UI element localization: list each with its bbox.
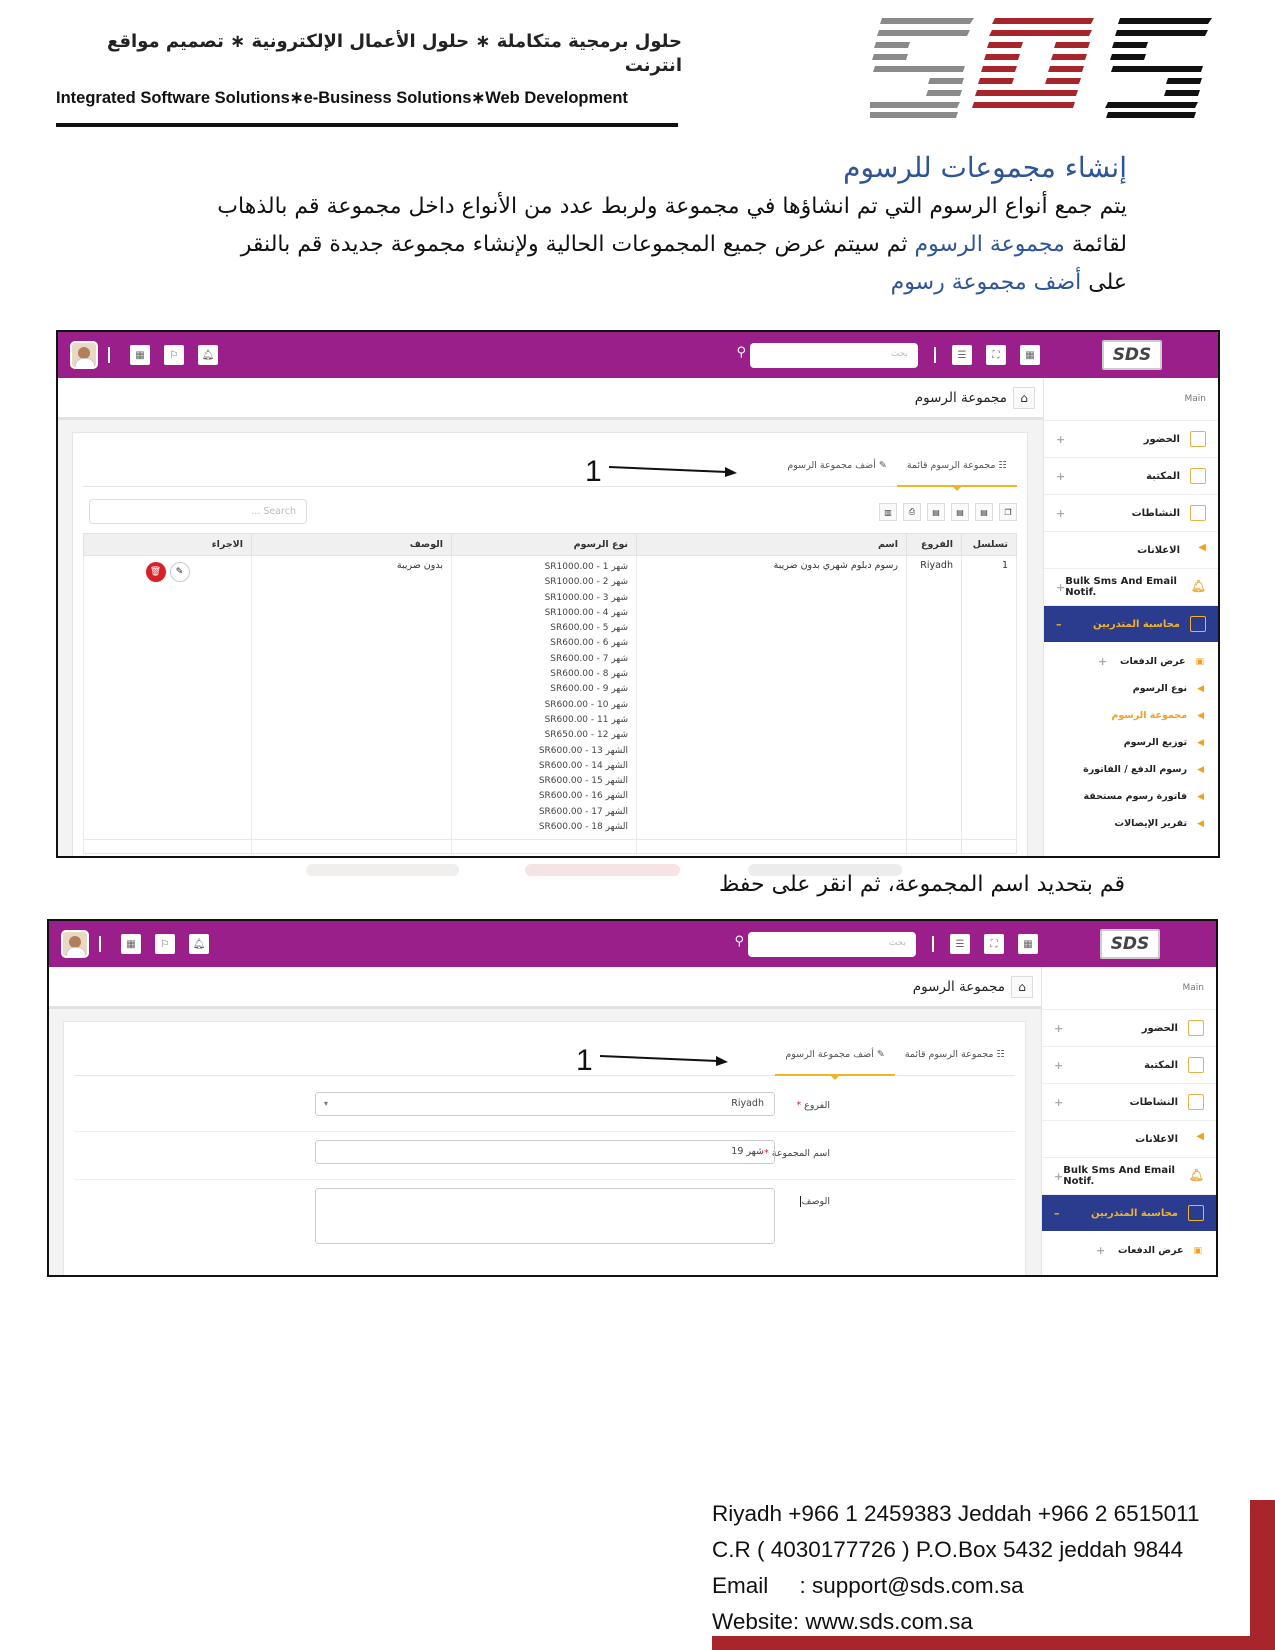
store-icon: ▣: [1195, 656, 1204, 667]
page-title: مجموعة الرسوم: [914, 389, 1007, 406]
group-name-field[interactable]: شهر 19: [315, 1140, 775, 1164]
sidebar-item-label: النشاطات: [1129, 1096, 1178, 1108]
brand-text: SDS: [1112, 345, 1152, 365]
intro-text: لقائمة: [1064, 232, 1127, 257]
excel-icon[interactable]: ▤: [951, 503, 969, 521]
sidebar-item-library[interactable]: [1042, 1046, 1216, 1083]
tab-label: أضف مجموعة الرسوم: [785, 1049, 874, 1060]
calculator-icon: [1190, 616, 1206, 632]
sidebar-subitem-fee-distribution[interactable]: [1044, 729, 1218, 756]
fee-line: شهر 5 - SR600.00: [550, 623, 628, 634]
fee-line: شهر 10 - SR600.00: [544, 699, 628, 710]
sidebar-item-trainee-accounting[interactable]: [1042, 1194, 1216, 1231]
fee-line: الشهر 13 - SR600.00: [538, 745, 628, 756]
brand-logo[interactable]: [1100, 929, 1160, 959]
breadcrumb: [49, 967, 1041, 1009]
description-textarea[interactable]: [315, 1188, 775, 1244]
arrow-icon: ◀: [1197, 791, 1204, 802]
fee-line: الشهر 16 - SR600.00: [538, 791, 628, 802]
book-icon: [1188, 1057, 1204, 1073]
fee-group-table: [83, 533, 1017, 854]
logo-s-black: [1105, 18, 1212, 118]
plus-icon: +: [1056, 432, 1066, 446]
tab-add-fee-group[interactable]: [777, 447, 896, 487]
search-icon[interactable]: ⚲: [734, 934, 744, 949]
sidebar-subitem-payments[interactable]: [1042, 1237, 1216, 1264]
column-header: الاجراء: [84, 534, 252, 556]
field-label-text: الوصف: [801, 1196, 830, 1207]
fee-line: شهر 7 - SR600.00: [550, 653, 628, 664]
letterhead-text: [56, 30, 682, 127]
bell-icon: 🔔︎: [1190, 579, 1206, 593]
sidebar-item-label: محاسبة المتدربين: [1091, 1207, 1178, 1219]
sidebar-subitem-label: عرض الدفعات: [1119, 656, 1186, 667]
fee-line: شهر 2 - SR1000.00: [544, 577, 628, 588]
branch-select[interactable]: [315, 1092, 775, 1116]
table-row: [84, 556, 1017, 840]
list-icon: ☷: [993, 1049, 1005, 1060]
sidebar-item-label: المكتبة: [1144, 1059, 1178, 1071]
tab-label: مجموعة الرسوم قائمة: [904, 1049, 994, 1060]
text-cursor: [800, 1196, 801, 1207]
sidebar: [1043, 378, 1218, 856]
arrow-icon: ◀: [1197, 710, 1204, 721]
column-header[interactable]: الوصف: [252, 534, 452, 556]
sidebar-item-label: النشاطات: [1131, 507, 1180, 519]
field-label: [800, 1196, 830, 1207]
field-label-text: اسم المجموعة: [771, 1148, 830, 1159]
section-heading: إنشاء مجموعات للرسوم: [843, 151, 1127, 184]
intro-paragraph-line1: يتم جمع أنواع الرسوم التي تم انشاؤها في مجموعة ولربط عدد من الأنواع داخل مجموعة قم بالذهاب: [217, 194, 1127, 219]
store-icon: ▣: [1193, 1245, 1202, 1256]
search-input[interactable]: بحث: [750, 343, 918, 368]
sidebar-subitem-label: نوع الرسوم: [1132, 683, 1188, 694]
footer-cr: C.R ( 4030177726 ) P.O.Box 5432 jeddah 9844: [712, 1537, 1184, 1562]
avatar[interactable]: [61, 930, 89, 958]
edit-icon: ✎: [873, 1049, 885, 1060]
fee-group-link[interactable]: مجموعة الرسوم: [914, 232, 1065, 257]
sidebar: [1041, 967, 1216, 1275]
callout-arrow: [598, 1050, 730, 1070]
sidebar-main-label: Main: [1184, 394, 1206, 404]
sidebar-item-bulk-sms[interactable]: [1042, 1157, 1216, 1194]
chevron-down-icon: ▾: [324, 1099, 329, 1108]
calculator-icon: [1188, 1205, 1204, 1221]
letterhead-rule: [56, 123, 678, 127]
sidebar-item-bulk-sms[interactable]: [1044, 568, 1218, 605]
sidebar-subitem-label: رسوم الدفع / الفاتورة: [1083, 764, 1188, 775]
column-header[interactable]: تسلسل: [962, 534, 1017, 556]
plus-icon: +: [1054, 1058, 1064, 1072]
fee-line: شهر 12 - SR650.00: [544, 730, 628, 741]
sidebar-item-label: المكتبة: [1146, 470, 1180, 482]
intro-section: [167, 148, 1127, 302]
fullscreen-icon[interactable]: ⛶: [986, 345, 1006, 365]
csv-icon[interactable]: ▤: [927, 503, 945, 521]
sidebar-subitem-label: تقرير الإيصالات: [1114, 818, 1188, 829]
sidebar-main-label: Main: [1182, 983, 1204, 993]
add-fee-group-link[interactable]: أضف مجموعة رسوم: [890, 270, 1082, 295]
sidebar-item-label: الاعلانات: [1135, 1133, 1178, 1145]
sidebar-subitem-fee-group[interactable]: [1044, 702, 1218, 729]
flag-icon[interactable]: ⚐: [164, 345, 184, 365]
sidebar-item-attendance[interactable]: [1044, 420, 1218, 457]
menu-icon[interactable]: ☰: [950, 934, 970, 954]
fee-line: الشهر 14 - SR600.00: [538, 760, 628, 771]
form-row-branch: [74, 1084, 1015, 1132]
avatar[interactable]: [70, 341, 98, 369]
columns-icon[interactable]: ▥: [879, 503, 897, 521]
plus-icon: +: [1056, 580, 1066, 594]
sidebar-subitem-label: مجموعة الرسوم: [1111, 710, 1188, 721]
sidebar-item-announcements[interactable]: [1042, 1120, 1216, 1157]
field-label: [796, 1100, 830, 1111]
table-search-input[interactable]: Search ...: [89, 499, 307, 524]
footer-accent-bar: [1250, 1500, 1275, 1650]
minus-icon: –: [1056, 617, 1062, 631]
brand-text: SDS: [1110, 934, 1150, 954]
sds-logo: [870, 14, 1230, 124]
scroll-shadow: [525, 864, 680, 876]
footer-website: Website: www.sds.com.sa: [712, 1609, 973, 1634]
list-icon: ☷: [995, 460, 1007, 471]
tagline-english: Integrated Software Solutions∗e-Business Solutions∗Web Development: [56, 89, 628, 107]
tab-fee-group-list[interactable]: [897, 447, 1017, 487]
copy-icon[interactable]: ❐: [999, 503, 1017, 521]
chart-icon: [1188, 1020, 1204, 1036]
screenshot-add-fee-group: [47, 919, 1218, 1277]
logo-s-grey: [870, 18, 974, 118]
plus-icon: +: [1098, 655, 1108, 668]
sidebar-subitem-payments[interactable]: [1044, 648, 1218, 675]
callout-arrow: [607, 461, 739, 481]
home-icon[interactable]: ⌂: [1011, 976, 1033, 998]
form-row-group-name: [74, 1132, 1015, 1180]
sidebar-item-label: الحضور: [1143, 433, 1180, 445]
delete-button[interactable]: [146, 562, 166, 582]
plus-icon: +: [1054, 1095, 1064, 1109]
fee-line: الشهر 18 - SR600.00: [538, 822, 628, 833]
sidebar-subitem-label: توزيع الرسوم: [1123, 737, 1188, 748]
arrow-icon: ◀: [1197, 818, 1204, 829]
fee-line: الشهر 17 - SR600.00: [538, 806, 628, 817]
sidebar-subitem-fee-type[interactable]: [1044, 675, 1218, 702]
sidebar-subitem-payment-invoice[interactable]: [1044, 756, 1218, 783]
minus-icon: –: [1054, 1206, 1060, 1220]
breadcrumb: [58, 378, 1043, 420]
page-title: مجموعة الرسوم: [912, 978, 1005, 995]
arrow-icon: ◀: [1198, 542, 1206, 553]
footer-phones: Riyadh +966 1 2459383 Jeddah +966 2 6515011: [712, 1501, 1200, 1526]
fee-line: شهر 8 - SR600.00: [550, 669, 628, 680]
divider: [108, 347, 110, 363]
chart-icon: [1190, 431, 1206, 447]
callout-number: 1: [576, 1044, 593, 1077]
field-label-text: الفروع: [804, 1100, 830, 1111]
tab-add-fee-group[interactable]: [775, 1036, 894, 1076]
tab-bar: [83, 447, 1017, 487]
sidebar-item-library[interactable]: [1044, 457, 1218, 494]
sidebar-subitem-label: فاتورة رسوم مستحقة: [1083, 791, 1188, 802]
fee-line: الشهر 15 - SR600.00: [538, 776, 628, 787]
callout-number: 1: [585, 455, 602, 488]
plus-icon: +: [1096, 1244, 1106, 1257]
sidebar-item-label: Bulk Sms And Email Notif.: [1063, 1165, 1175, 1187]
content-panel: [72, 432, 1028, 858]
print-icon[interactable]: ⎙: [903, 503, 921, 521]
fee-line: شهر 3 - SR1000.00: [544, 592, 628, 603]
sidebar-item-activities[interactable]: [1044, 494, 1218, 531]
required-mark: *: [763, 1148, 769, 1159]
divider: [932, 936, 934, 952]
form-row-description: [74, 1180, 1015, 1260]
footer-contact: [712, 1496, 1200, 1640]
sidebar-item-label: الاعلانات: [1137, 544, 1180, 556]
fullscreen-icon[interactable]: ⛶: [984, 934, 1004, 954]
fee-line: شهر 4 - SR1000.00: [544, 607, 628, 618]
fee-line: شهر 9 - SR600.00: [550, 684, 628, 695]
search-icon[interactable]: ⚲: [736, 345, 746, 360]
cell-fee-types: [452, 556, 637, 840]
plus-icon: +: [1054, 1021, 1064, 1035]
screenshot-fee-group-list: [56, 330, 1220, 858]
plus-icon: +: [1056, 506, 1066, 520]
footer-accent-bar: [712, 1636, 1275, 1650]
sidebar-item-label: الحضور: [1141, 1022, 1178, 1034]
fee-line: شهر 6 - SR600.00: [550, 638, 628, 649]
sidebar-item-activities[interactable]: [1042, 1083, 1216, 1120]
brand-logo[interactable]: [1102, 340, 1162, 370]
pencil-icon: ✎: [175, 567, 184, 577]
edit-icon: ✎: [875, 460, 887, 471]
tab-bar: [74, 1036, 1015, 1076]
grid-icon[interactable]: ▦: [1020, 345, 1040, 365]
arrow-icon: ◀: [1197, 737, 1204, 748]
arrow-icon: ◀: [1196, 1131, 1204, 1142]
tab-label: أضف مجموعة الرسوم: [787, 460, 876, 471]
intro-text: على: [1081, 270, 1127, 295]
calendar-icon[interactable]: ▦: [130, 345, 150, 365]
scroll-shadow: [306, 864, 459, 876]
cell-seq: 1: [962, 556, 1017, 840]
plus-icon: +: [1054, 1169, 1064, 1183]
plus-icon: +: [1056, 469, 1066, 483]
column-header[interactable]: نوع الرسوم: [452, 534, 637, 556]
fee-line: شهر 11 - SR600.00: [544, 714, 628, 725]
column-header[interactable]: اسم: [637, 534, 907, 556]
content-panel: [63, 1021, 1026, 1277]
arrow-icon: ◀: [1197, 683, 1204, 694]
sidebar-item-label: محاسبة المتدربين: [1093, 618, 1180, 630]
sidebar-subitem-due-invoice[interactable]: [1044, 783, 1218, 810]
arrow-icon: ◀: [1197, 764, 1204, 775]
table-row: [84, 840, 1017, 854]
tagline-arabic: حلول برمجية متكاملة ∗ حلول الأعمال الإلكترونية ∗ تصميم مواقع انترنت: [106, 31, 682, 76]
sidebar-item-announcements[interactable]: [1044, 531, 1218, 568]
divider: [934, 347, 936, 363]
bell-icon[interactable]: 🔔︎: [198, 345, 218, 365]
tab-label: مجموعة الرسوم قائمة: [906, 460, 996, 471]
footer-email: Email : support@sds.com.sa: [712, 1573, 1024, 1598]
menu-icon[interactable]: ☰: [952, 345, 972, 365]
app-topbar: [58, 332, 1218, 378]
cell-description: بدون ضريبة: [252, 556, 452, 840]
bell-icon: 🔔︎: [1188, 1168, 1204, 1182]
flag-icon[interactable]: ⚐: [155, 934, 175, 954]
cell-name: رسوم دبلوم شهري بدون ضريبة: [637, 556, 907, 840]
sidebar-subitem-label: عرض الدفعات: [1117, 1245, 1184, 1256]
edit-button[interactable]: [170, 562, 190, 582]
sidebar-item-trainee-accounting[interactable]: [1044, 605, 1218, 642]
calendar-icon[interactable]: ▦: [121, 934, 141, 954]
fee-line: شهر 1 - SR1000.00: [544, 562, 628, 572]
cell-branch: Riyadh: [907, 556, 962, 840]
cell-actions: [84, 556, 252, 840]
chat-icon: [1190, 505, 1206, 521]
sidebar-item-attendance[interactable]: [1042, 1009, 1216, 1046]
sidebar-item-label: Bulk Sms And Email Notif.: [1065, 576, 1177, 598]
trash-icon: 🗑︎: [149, 567, 162, 577]
sidebar-subitem-receipts-report[interactable]: [1044, 810, 1218, 837]
home-icon[interactable]: ⌂: [1013, 387, 1035, 409]
chat-icon: [1188, 1094, 1204, 1110]
intro-text: ثم سيتم عرض جميع المجموعات الحالية ولإنشاء مجموعة جديدة قم بالنقر: [240, 232, 915, 257]
grid-icon[interactable]: ▦: [1018, 934, 1038, 954]
divider: [99, 936, 101, 952]
step-instruction: قم بتحديد اسم المجموعة، ثم انقر على حفظ: [719, 872, 1125, 897]
app-topbar: [49, 921, 1216, 967]
book-icon: [1190, 468, 1206, 484]
column-header[interactable]: الفروع: [907, 534, 962, 556]
pdf-icon[interactable]: ▤: [975, 503, 993, 521]
intro-paragraph-line2: [167, 226, 1127, 264]
intro-paragraph-line3: [167, 264, 1127, 302]
branch-select-value: Riyadh: [731, 1098, 764, 1109]
logo-d-red: [972, 18, 1094, 108]
tab-fee-group-list[interactable]: [895, 1036, 1015, 1076]
bell-icon[interactable]: 🔔︎: [189, 934, 209, 954]
search-input[interactable]: بحث: [748, 932, 916, 957]
required-mark: *: [796, 1100, 802, 1111]
table-toolbar: [879, 503, 1017, 521]
